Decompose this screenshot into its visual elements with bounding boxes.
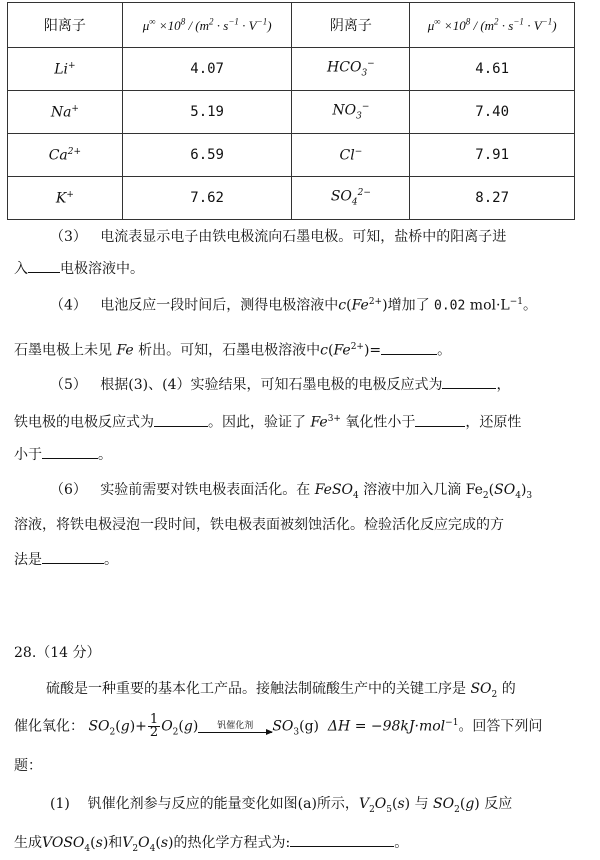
q28-intro-line-2: 催化氧化： $SO_2(g)+$ $\frac{1}{2}$ $O_2(g)$ 钒催化剂 $SO_3(g) \Delta H = -98kJ\cdot mol^{-1}$。回答下列问 (14, 712, 543, 741)
q6-line-3: 法是 。 (14, 549, 586, 570)
q5-answer-blank-4[interactable] (42, 444, 98, 459)
table-row (8, 48, 575, 91)
q4-line-2: 石墨电极上未见 Fe 析出。可知，石墨电极溶液中$c(Fe^{2+})=$ 。 (14, 337, 586, 361)
q6-line-2: 溶液，将铁电极浸泡一段时间，铁电极表面被刻蚀活化。检验活化反应完成的方 (14, 517, 504, 533)
anion-cell: $SO_4^{2-}$ (292, 177, 410, 220)
anion-value: 8.27 (410, 177, 575, 220)
cation-cell: Na+ (8, 91, 123, 134)
table-row (8, 134, 575, 177)
reaction-arrow: 钒催化剂 (198, 721, 272, 733)
anion-cell: Cl− (292, 134, 410, 177)
q5-line-3: 小于 。 (14, 444, 586, 465)
anion-value: 4.61 (410, 48, 575, 91)
ion-mobility-table (7, 2, 575, 220)
q28-sub1-line-2: 生成$VOSO_4(s)$和$V_2O_4(s)$的热化学方程式为: 。 (14, 832, 586, 859)
cation-value: 4.07 (122, 48, 292, 91)
q3-line-2: 入 电极溶液中。 (14, 258, 586, 279)
q5-line-1: （5） 根据(3)、(4）实验结果，可知石墨电极的电极反应式为 ， (50, 374, 586, 395)
q28-sub1-answer-blank[interactable] (290, 832, 394, 847)
q6-answer-blank[interactable] (42, 549, 104, 564)
header-anion: 阴离子 (292, 3, 410, 48)
cation-value: 5.19 (122, 91, 292, 134)
q5-answer-blank-1[interactable] (442, 374, 496, 389)
header-mobility-anion: $\mu^\infty \times 10^8 / (m^2 \cdot s^{-1} \cdot V^{-1})$ (410, 3, 575, 48)
q5-answer-blank-3[interactable] (415, 412, 465, 427)
cation-value: 6.59 (122, 134, 292, 177)
q5-answer-blank-2[interactable] (154, 412, 208, 427)
anion-value: 7.40 (410, 91, 575, 134)
fraction-one-half: $\frac{1}{2}$ (149, 712, 159, 741)
cation-value: 7.62 (122, 177, 292, 220)
q3-answer-blank[interactable] (28, 258, 60, 273)
table-row (8, 91, 575, 134)
anion-value: 7.91 (410, 134, 575, 177)
q28-intro-line-1: 硫酸是一种重要的基本化工产品。接触法制硫酸生产中的关键工序是 $SO_2$ 的 (46, 681, 516, 700)
q28-sub1-line-1: (1) 钒催化剂参与反应的能量变化如图(a)所示，$V_2O_5(s)$ 与 $SO_2(g)$ 反应 (50, 796, 513, 815)
cation-cell: $Ca^{2+}$ (8, 134, 123, 177)
table-header-row (8, 3, 575, 48)
q28-title: 28.（14 分） (14, 645, 101, 661)
q5-line-2: 铁电极的电极反应式为 。因此，验证了 $Fe^{3+}$ 氧化性小于 ，还原性 (14, 409, 586, 433)
q28-intro-line-3: 题： (14, 758, 42, 774)
anion-cell: $HCO_3^-$ (292, 48, 410, 91)
header-mobility-cation: $\mu^\infty \times 10^8 / (m^2 \cdot s^{-1} \cdot V^{-1})$ (122, 3, 292, 48)
q4-answer-blank[interactable] (381, 340, 437, 355)
cation-cell: Li+ (8, 48, 123, 91)
header-cation: 阳离子 (8, 3, 123, 48)
q6-line-1: （6） 实验前需要对铁电极表面活化。在 FeSO$_4$ 溶液中加入几滴 $Fe_2(SO_4)_3$ (50, 482, 533, 501)
q4-line-1: （4） 电池反应一段时间后，测得电极溶液中$c(Fe^{2+})$增加了 0.02 $mol\cdot L^{-1}$。 (50, 297, 538, 314)
table-row (8, 177, 575, 220)
q3-line-1: （3） 电流表显示电子由铁电极流向石墨电极。可知，盐桥中的阳离子进 (50, 229, 507, 245)
cation-cell: K+ (8, 177, 123, 220)
anion-cell: $NO_3^-$ (292, 91, 410, 134)
